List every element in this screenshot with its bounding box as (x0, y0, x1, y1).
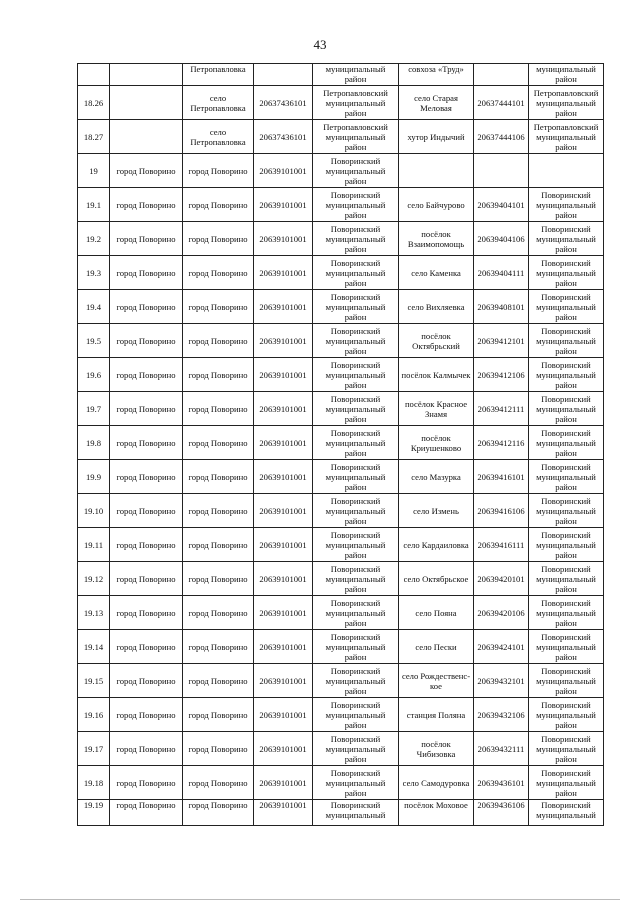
cell-linked-settlement: село Самодуровка (399, 766, 474, 800)
cell-number: 19.14 (78, 630, 110, 664)
cell-admin-center: город Поворино (110, 188, 183, 222)
table-row (78, 290, 604, 324)
cell-district: Поворинский муниципальный район (313, 766, 399, 800)
cell-linked-settlement: посёлок Криушенково (399, 426, 474, 460)
cell-admin-center: город Поворино (110, 766, 183, 800)
cell-number: 19.16 (78, 698, 110, 732)
cell-linked-district: Поворинский муниципальный район (529, 324, 604, 358)
cell-number: 19.17 (78, 732, 110, 766)
cell-district: Поворинский муниципальный район (313, 392, 399, 426)
cell-linked-settlement: посёлок Калмычек (399, 358, 474, 392)
cell-linked-oktmo-code: 20639436101 (474, 766, 529, 800)
cell-district: Петропавловский муниципальный район (313, 120, 399, 154)
table-row (78, 256, 604, 290)
cell-number: 19.5 (78, 324, 110, 358)
cell-oktmo-code: 20639101001 (254, 290, 313, 324)
cell-admin-center: город Поворино (110, 562, 183, 596)
cell-linked-district: Поворинский муниципальный район (529, 290, 604, 324)
settlements-table (77, 63, 604, 826)
cell-linked-district: муниципальный район (529, 64, 604, 86)
table-row (78, 392, 604, 426)
cell-linked-oktmo-code: 20639432111 (474, 732, 529, 766)
cell-linked-oktmo-code: 20639432101 (474, 664, 529, 698)
cell-linked-district: Поворинский муниципальный (529, 800, 604, 826)
cell-admin-center: город Поворино (110, 324, 183, 358)
cell-district: Поворинский муниципальный район (313, 528, 399, 562)
cell-linked-district: Поворинский муниципальный район (529, 426, 604, 460)
cell-district: Поворинский муниципальный район (313, 460, 399, 494)
cell-oktmo-code: 20639101001 (254, 562, 313, 596)
cell-settlement: город Поворино (183, 664, 254, 698)
cell-linked-settlement: село Старая Меловая (399, 86, 474, 120)
cell-district: Поворинский муниципальный район (313, 256, 399, 290)
cell-linked-oktmo-code: 20637444101 (474, 86, 529, 120)
cell-linked-district: Поворинский муниципальный район (529, 630, 604, 664)
cell-admin-center: город Поворино (110, 392, 183, 426)
cell-admin-center: город Поворино (110, 460, 183, 494)
cell-admin-center: город Поворино (110, 494, 183, 528)
cell-settlement: город Поворино (183, 392, 254, 426)
cell-admin-center: город Поворино (110, 528, 183, 562)
table-row (78, 460, 604, 494)
cell-linked-settlement: село Пески (399, 630, 474, 664)
table-row (78, 86, 604, 120)
cell-settlement: город Поворино (183, 562, 254, 596)
cell-linked-oktmo-code: 20639412111 (474, 392, 529, 426)
cell-linked-settlement: село Измень (399, 494, 474, 528)
cell-linked-settlement: село Каменка (399, 256, 474, 290)
cell-oktmo-code (254, 64, 313, 86)
cell-number: 19.3 (78, 256, 110, 290)
cell-oktmo-code: 20639101001 (254, 324, 313, 358)
table-row (78, 494, 604, 528)
cell-linked-district: Поворинский муниципальный район (529, 698, 604, 732)
table-row (78, 664, 604, 698)
cell-oktmo-code: 20639101001 (254, 426, 313, 460)
table-row (78, 188, 604, 222)
cell-linked-settlement: село Байчурово (399, 188, 474, 222)
cell-number: 19.15 (78, 664, 110, 698)
cell-oktmo-code: 20639101001 (254, 494, 313, 528)
cell-linked-oktmo-code: 20639404106 (474, 222, 529, 256)
cell-linked-district: Поворинский муниципальный район (529, 732, 604, 766)
cell-settlement: Петропавловка (183, 64, 254, 86)
table-row (78, 732, 604, 766)
table-row (78, 426, 604, 460)
cell-district: Поворинский муниципальный район (313, 596, 399, 630)
cell-admin-center: город Поворино (110, 290, 183, 324)
cell-number: 19.2 (78, 222, 110, 256)
cell-linked-settlement: станция Поляна (399, 698, 474, 732)
cell-linked-oktmo-code: 20637444106 (474, 120, 529, 154)
page-bottom-rule (20, 899, 620, 900)
cell-admin-center: город Поворино (110, 426, 183, 460)
cell-linked-oktmo-code (474, 154, 529, 188)
table-body (78, 64, 604, 826)
cell-settlement: город Поворино (183, 154, 254, 188)
cell-settlement: город Поворино (183, 630, 254, 664)
cell-district: Поворинский муниципальный район (313, 664, 399, 698)
cell-number: 19 (78, 154, 110, 188)
cell-linked-settlement: посёлок Чибизовка (399, 732, 474, 766)
cell-district: Петропавловский муниципальный район (313, 86, 399, 120)
cell-oktmo-code: 20639101001 (254, 358, 313, 392)
cell-number: 19.12 (78, 562, 110, 596)
cell-linked-settlement: посёлок Взаимопомощь (399, 222, 474, 256)
cell-number: 19.8 (78, 426, 110, 460)
cell-district: Поворинский муниципальный (313, 800, 399, 826)
cell-linked-district: Поворинский муниципальный район (529, 358, 604, 392)
cell-oktmo-code: 20639101001 (254, 698, 313, 732)
cell-linked-district: Поворинский муниципальный район (529, 222, 604, 256)
cell-settlement: город Поворино (183, 800, 254, 826)
cell-oktmo-code: 20637436101 (254, 120, 313, 154)
cell-admin-center: город Поворино (110, 256, 183, 290)
cell-linked-settlement: село Мазурка (399, 460, 474, 494)
cell-linked-district: Поворинский муниципальный район (529, 256, 604, 290)
cell-linked-oktmo-code: 20639420106 (474, 596, 529, 630)
cell-district: Поворинский муниципальный район (313, 732, 399, 766)
cell-settlement: город Поворино (183, 324, 254, 358)
cell-settlement: село Петропавловка (183, 86, 254, 120)
cell-number: 19.18 (78, 766, 110, 800)
cell-linked-district: Петропавловский муниципальный район (529, 120, 604, 154)
table-row (78, 120, 604, 154)
cell-linked-settlement (399, 154, 474, 188)
cell-settlement: город Поворино (183, 256, 254, 290)
cell-linked-settlement: посёлок Красное Знамя (399, 392, 474, 426)
cell-district: Поворинский муниципальный район (313, 630, 399, 664)
cell-oktmo-code: 20639101001 (254, 732, 313, 766)
table-row (78, 800, 604, 826)
cell-district: Поворинский муниципальный район (313, 324, 399, 358)
cell-number: 19.1 (78, 188, 110, 222)
cell-district: Поворинский муниципальный район (313, 562, 399, 596)
cell-linked-settlement: посёлок Моховое (399, 800, 474, 826)
cell-oktmo-code: 20639101001 (254, 664, 313, 698)
cell-linked-district: Петропавловский муниципальный район (529, 86, 604, 120)
cell-district: муниципальный район (313, 64, 399, 86)
cell-admin-center: город Поворино (110, 698, 183, 732)
cell-linked-oktmo-code: 20639432106 (474, 698, 529, 732)
cell-oktmo-code: 20639101001 (254, 256, 313, 290)
cell-oktmo-code: 20639101001 (254, 528, 313, 562)
cell-number: 19.19 (78, 800, 110, 826)
cell-oktmo-code: 20639101001 (254, 596, 313, 630)
cell-linked-settlement: хутор Индычий (399, 120, 474, 154)
cell-admin-center: город Поворино (110, 222, 183, 256)
cell-linked-oktmo-code: 20639412101 (474, 324, 529, 358)
cell-linked-settlement: село Кардаиловка (399, 528, 474, 562)
cell-admin-center: город Поворино (110, 630, 183, 664)
cell-oktmo-code: 20639101001 (254, 188, 313, 222)
cell-admin-center: город Поворино (110, 664, 183, 698)
table-row (78, 154, 604, 188)
cell-linked-oktmo-code: 20639404111 (474, 256, 529, 290)
cell-admin-center: город Поворино (110, 732, 183, 766)
cell-district: Поворинский муниципальный район (313, 426, 399, 460)
table-row (78, 766, 604, 800)
cell-linked-oktmo-code: 20639412116 (474, 426, 529, 460)
table-row (78, 562, 604, 596)
cell-district: Поворинский муниципальный район (313, 698, 399, 732)
cell-settlement: село Петропавловка (183, 120, 254, 154)
cell-district: Поворинский муниципальный район (313, 154, 399, 188)
cell-linked-district: Поворинский муниципальный район (529, 596, 604, 630)
cell-admin-center: город Поворино (110, 358, 183, 392)
cell-linked-oktmo-code: 20639416111 (474, 528, 529, 562)
cell-linked-oktmo-code: 20639424101 (474, 630, 529, 664)
cell-oktmo-code: 20639101001 (254, 766, 313, 800)
cell-linked-oktmo-code: 20639436106 (474, 800, 529, 826)
cell-linked-settlement: посёлок Октябрьский (399, 324, 474, 358)
cell-district: Поворинский муниципальный район (313, 358, 399, 392)
cell-district: Поворинский муниципальный район (313, 290, 399, 324)
cell-number: 19.9 (78, 460, 110, 494)
cell-settlement: город Поворино (183, 732, 254, 766)
cell-linked-oktmo-code: 20639408101 (474, 290, 529, 324)
cell-settlement: город Поворино (183, 766, 254, 800)
cell-number: 19.10 (78, 494, 110, 528)
cell-settlement: город Поворино (183, 426, 254, 460)
cell-linked-oktmo-code: 20639416106 (474, 494, 529, 528)
cell-linked-settlement: село Вихляевка (399, 290, 474, 324)
cell-settlement: город Поворино (183, 188, 254, 222)
cell-number: 19.6 (78, 358, 110, 392)
cell-linked-district: Поворинский муниципальный район (529, 664, 604, 698)
cell-admin-center: город Поворино (110, 596, 183, 630)
table-row (78, 528, 604, 562)
cell-settlement: город Поворино (183, 596, 254, 630)
table-row (78, 222, 604, 256)
cell-linked-oktmo-code: 20639416101 (474, 460, 529, 494)
cell-oktmo-code: 20639101001 (254, 154, 313, 188)
cell-oktmo-code: 20639101001 (254, 460, 313, 494)
cell-settlement: город Поворино (183, 222, 254, 256)
table-row (78, 596, 604, 630)
cell-admin-center: город Поворино (110, 800, 183, 826)
cell-admin-center (110, 120, 183, 154)
cell-oktmo-code: 20637436101 (254, 86, 313, 120)
cell-linked-oktmo-code: 20639412106 (474, 358, 529, 392)
cell-district: Поворинский муниципальный район (313, 222, 399, 256)
cell-linked-district: Поворинский муниципальный район (529, 460, 604, 494)
cell-linked-settlement: село Октябрьское (399, 562, 474, 596)
cell-linked-oktmo-code: 20639404101 (474, 188, 529, 222)
cell-linked-settlement: село Пояна (399, 596, 474, 630)
cell-district: Поворинский муниципальный район (313, 188, 399, 222)
table-row (78, 358, 604, 392)
cell-number: 19.4 (78, 290, 110, 324)
cell-linked-district: Поворинский муниципальный район (529, 392, 604, 426)
cell-settlement: город Поворино (183, 358, 254, 392)
cell-linked-settlement: село Рождественс-кое (399, 664, 474, 698)
cell-admin-center: город Поворино (110, 154, 183, 188)
cell-number: 18.26 (78, 86, 110, 120)
cell-number: 19.7 (78, 392, 110, 426)
cell-linked-district: Поворинский муниципальный район (529, 528, 604, 562)
table-row (78, 698, 604, 732)
cell-linked-district: Поворинский муниципальный район (529, 562, 604, 596)
cell-settlement: город Поворино (183, 460, 254, 494)
cell-number: 19.11 (78, 528, 110, 562)
cell-district: Поворинский муниципальный район (313, 494, 399, 528)
cell-admin-center (110, 86, 183, 120)
cell-settlement: город Поворино (183, 528, 254, 562)
cell-linked-district: Поворинский муниципальный район (529, 188, 604, 222)
cell-settlement: город Поворино (183, 290, 254, 324)
cell-linked-oktmo-code (474, 64, 529, 86)
table-row-continuation (78, 64, 604, 86)
cell-oktmo-code: 20639101001 (254, 392, 313, 426)
cell-number: 18.27 (78, 120, 110, 154)
cell-linked-district (529, 154, 604, 188)
cell-linked-district: Поворинский муниципальный район (529, 494, 604, 528)
cell-number (78, 64, 110, 86)
table-row (78, 324, 604, 358)
cell-linked-settlement: совхоза «Труд» (399, 64, 474, 86)
cell-oktmo-code: 20639101001 (254, 630, 313, 664)
cell-linked-district: Поворинский муниципальный район (529, 766, 604, 800)
cell-settlement: город Поворино (183, 494, 254, 528)
cell-linked-oktmo-code: 20639420101 (474, 562, 529, 596)
cell-number: 19.13 (78, 596, 110, 630)
cell-oktmo-code: 20639101001 (254, 800, 313, 826)
page-number: 43 (313, 37, 327, 52)
table-row (78, 630, 604, 664)
cell-settlement: город Поворино (183, 698, 254, 732)
cell-oktmo-code: 20639101001 (254, 222, 313, 256)
cell-admin-center (110, 64, 183, 86)
